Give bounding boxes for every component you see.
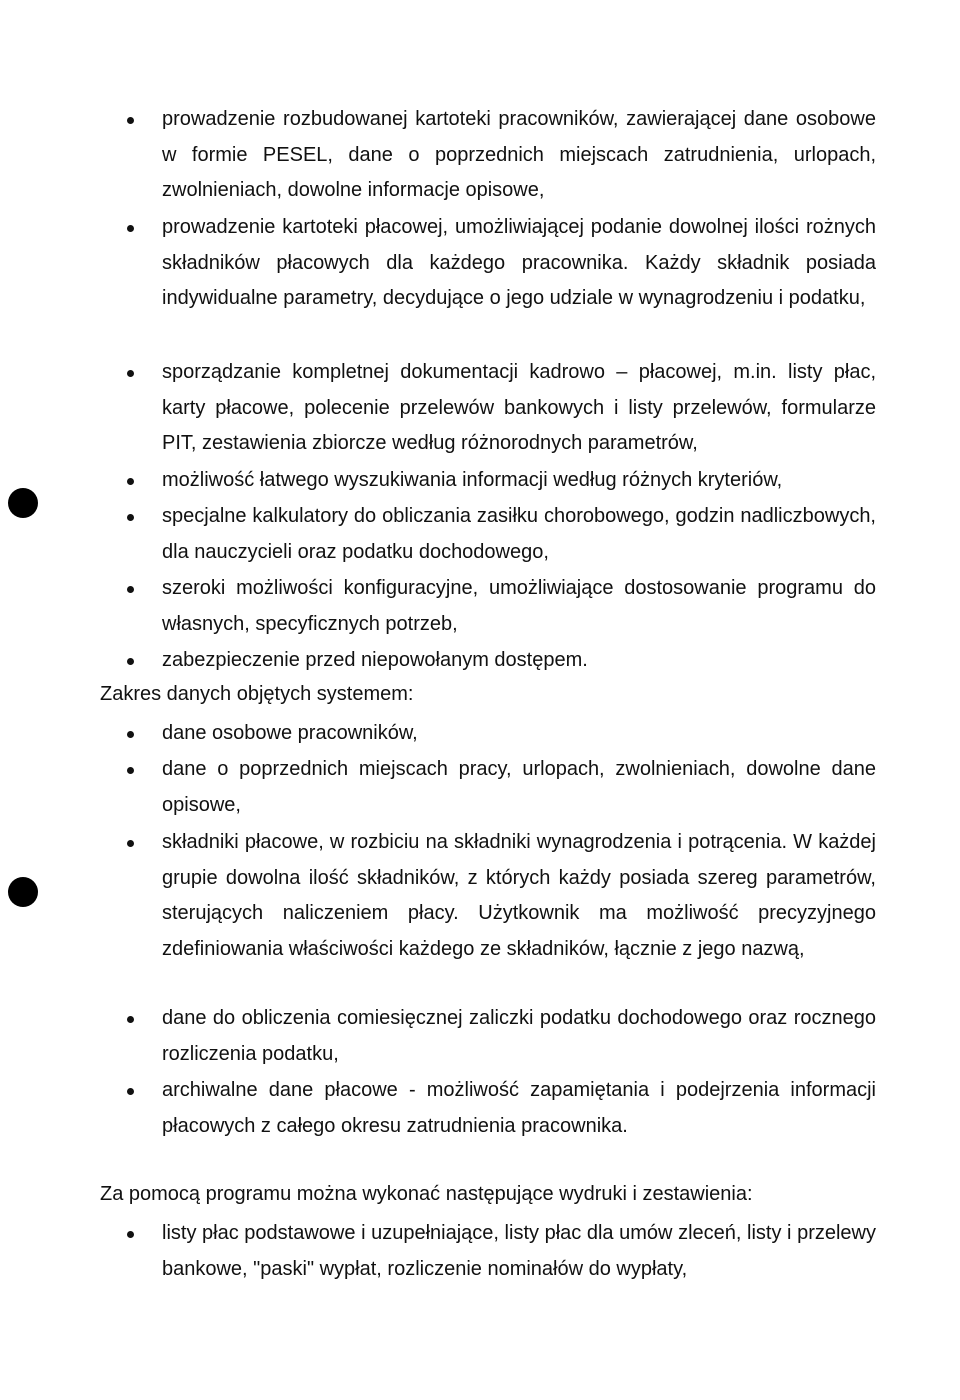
list-item-text: sporządzanie kompletnej dokumentacji kadrowo – płacowej, m.in. listy płac, karty płacowe, polecenie przelewów bankowych i listy przelewów, formularze PIT, zestawienia zbiorcze według różnorodnych parametrów, xyxy=(162,361,876,454)
list-item-text: listy płac podstawowe i uzupełniające, listy płac dla umów zleceń, listy i przelewy bankowe, "paski" wypłat, rozliczenie nominałów do wypłaty, xyxy=(162,1222,876,1280)
list-item-text: prowadzenie rozbudowanej kartoteki pracowników, zawierającej dane osobowe w formie PESEL, dane o poprzednich miejscach zatrudnienia, urlopach, zwolnieniach, dowolne informacje opisowe, xyxy=(162,108,876,201)
section-heading: Za pomocą programu można wykonać następujące wydruki i zestawienia: xyxy=(100,1183,753,1205)
bullet-icon xyxy=(127,478,134,485)
bullet-icon xyxy=(127,658,134,665)
list-item-text: możliwość łatwego wyszukiwania informacji według różnych kryteriów, xyxy=(162,469,783,491)
bullet-icon xyxy=(127,586,134,593)
bullet-icon xyxy=(127,731,134,738)
bullet-icon xyxy=(127,840,134,847)
list-item-text: szeroki możliwości konfiguracyjne, umożliwiające dostosowanie programu do własnych, specyficznych potrzeb, xyxy=(162,577,876,635)
punch-hole xyxy=(8,488,38,518)
bullet-icon xyxy=(127,767,134,774)
list-item-text: specjalne kalkulatory do obliczania zasiłku chorobowego, godzin nadliczbowych, dla nauczycieli oraz podatku dochodowego, xyxy=(162,505,876,563)
punch-hole xyxy=(8,877,38,907)
list-item-text: składniki płacowe, w rozbiciu na składniki wynagrodzenia i potrącenia. W każdej grupie dowolna ilość składników, z których każdy posiada szereg parametrów, sterujących naliczeniem płacy. Użytkownik ma możliwość precyzyjnego zdefiniowania właściwości każdego ze składników, łącznie z jego nazwą, xyxy=(162,831,876,960)
bullet-icon xyxy=(127,370,134,377)
list-item-text: dane o poprzednich miejscach pracy, urlopach, zwolnieniach, dowolne dane opisowe, xyxy=(162,758,876,816)
bullet-icon xyxy=(127,514,134,521)
list-item-text: dane osobowe pracowników, xyxy=(162,722,418,744)
list-item-text: zabezpieczenie przed niepowołanym dostępem. xyxy=(162,649,588,671)
list-item-text: dane do obliczenia comiesięcznej zaliczki podatku dochodowego oraz rocznego rozliczenia podatku, xyxy=(162,1007,876,1065)
section-heading: Zakres danych objętych systemem: xyxy=(100,683,414,705)
bullet-icon xyxy=(127,225,134,232)
bullet-icon xyxy=(127,1231,134,1238)
list-item-text: prowadzenie kartoteki płacowej, umożliwiającej podanie dowolnej ilości rożnych składników płacowych dla każdego pracownika. Każdy składnik posiada indywidualne parametry, decydujące o jego udziale w wynagrodzeniu i podatku, xyxy=(162,216,876,309)
list-item-text: archiwalne dane płacowe - możliwość zapamiętania i podejrzenia informacji płacowych z całego okresu zatrudnienia pracownika. xyxy=(162,1079,876,1137)
bullet-icon xyxy=(127,1016,134,1023)
bullet-icon xyxy=(127,1088,134,1095)
bullet-icon xyxy=(127,117,134,124)
